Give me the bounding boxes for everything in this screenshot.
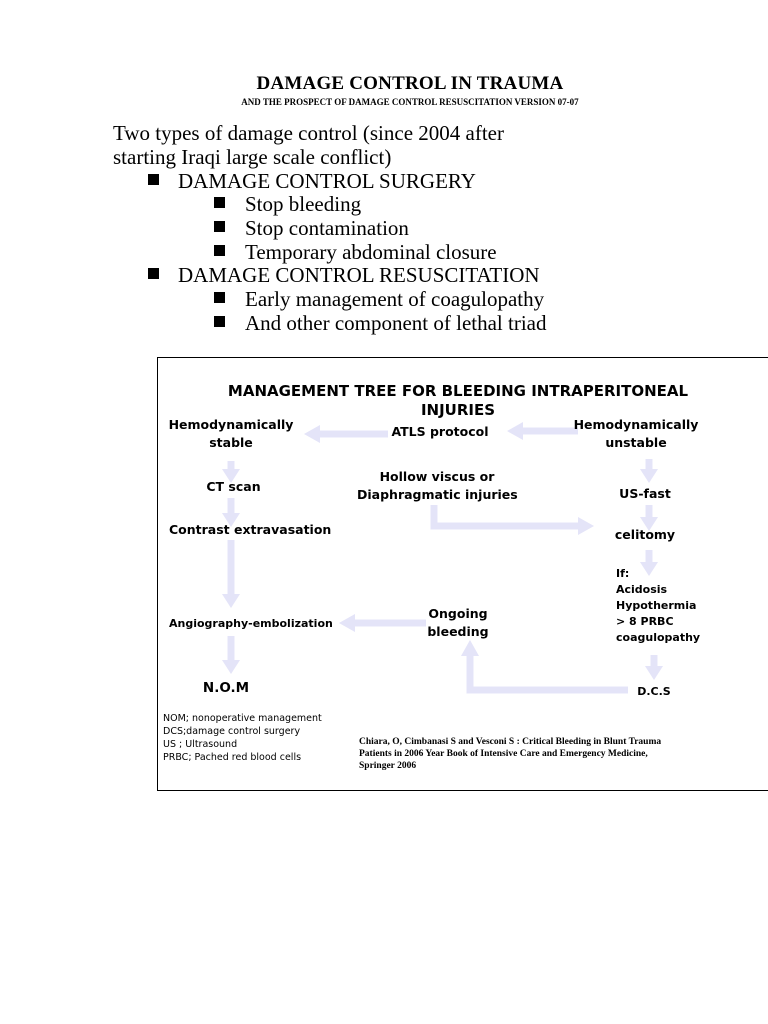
intro-line-1: Two types of damage control (since 2004 after [113, 121, 504, 145]
node-ct-scan: CT scan [206, 479, 261, 494]
list-item: Temporary abdominal closure [245, 240, 497, 264]
arrow-dcs-to-ongoing [470, 656, 628, 690]
management-tree-diagram [157, 357, 768, 791]
bullet-square-icon [214, 221, 225, 232]
arrowhead [578, 517, 594, 535]
arrow-heads [222, 422, 663, 680]
node-nom: N.O.M [202, 680, 250, 696]
arrowhead [645, 666, 663, 680]
page-title: DAMAGE CONTROL IN TRAUMA [256, 73, 564, 94]
node-hollow-viscus: Hollow viscus or Diaphragmatic injuries [357, 469, 518, 502]
arrowhead [222, 594, 240, 608]
arrowhead [304, 425, 320, 443]
page-subtitle: AND THE PROSPECT OF DAMAGE CONTROL RESUSCITATION VERSION 07-07 [241, 97, 579, 107]
abbreviation-legend: NOM; nonoperative management DCS;damage control surgery US ; Ultrasound PRBC; Pached red blood cells [163, 713, 322, 763]
citation: Chiara, O, Cimbanasi S and Vesconi S : Critical Bleeding in Blunt Trauma Patients in 2006 Year Book of Intensive Care and Emergency Medicine, Springer 2006 [359, 737, 662, 771]
node-atls-protocol: ATLS protocol [391, 424, 489, 439]
diagram-title: MANAGEMENT TREE FOR BLEEDING INTRAPERITONEAL INJURIES [227, 382, 689, 419]
intro-line-2: starting Iraqi large scale conflict) [113, 145, 392, 169]
node-ongoing-bleeding: Ongoing bleeding [427, 606, 489, 639]
arrowhead [461, 640, 479, 656]
list-item: And other component of lethal triad [245, 311, 547, 335]
node-hemodynamically-unstable: Hemodynamically unstable [573, 417, 699, 450]
section-heading-resuscitation: DAMAGE CONTROL RESUSCITATION [178, 263, 540, 287]
node-hemodynamically-stable: Hemodynamically stable [168, 417, 294, 450]
node-contrast-extravasation: Contrast extravasation [169, 522, 332, 537]
arrowhead [507, 422, 523, 440]
list-item: Early management of coagulopathy [245, 287, 545, 311]
arrowhead [339, 614, 355, 632]
arrowhead [222, 660, 240, 674]
node-if-conditions: If: Acidosis Hypothermia > 8 PRBC coagulopathy [616, 567, 701, 644]
bullet-square-icon [148, 268, 159, 279]
node-angiography-embolization: Angiography-embolization [169, 617, 333, 630]
node-celitomy: celitomy [614, 527, 676, 542]
bullet-square-icon [148, 174, 159, 185]
section-heading-surgery: DAMAGE CONTROL SURGERY [178, 169, 476, 193]
bullet-square-icon [214, 292, 225, 303]
node-us-fast: US-fast [619, 486, 671, 501]
bullet-square-icon [214, 316, 225, 327]
node-dcs: D.C.S [637, 685, 671, 698]
arrow-hollow-to-celitomy [434, 505, 578, 526]
list-item: Stop contamination [245, 216, 409, 240]
arrowhead [640, 469, 658, 483]
bullet-square-icon [214, 197, 225, 208]
list-item: Stop bleeding [245, 192, 362, 216]
bullet-square-icon [214, 245, 225, 256]
